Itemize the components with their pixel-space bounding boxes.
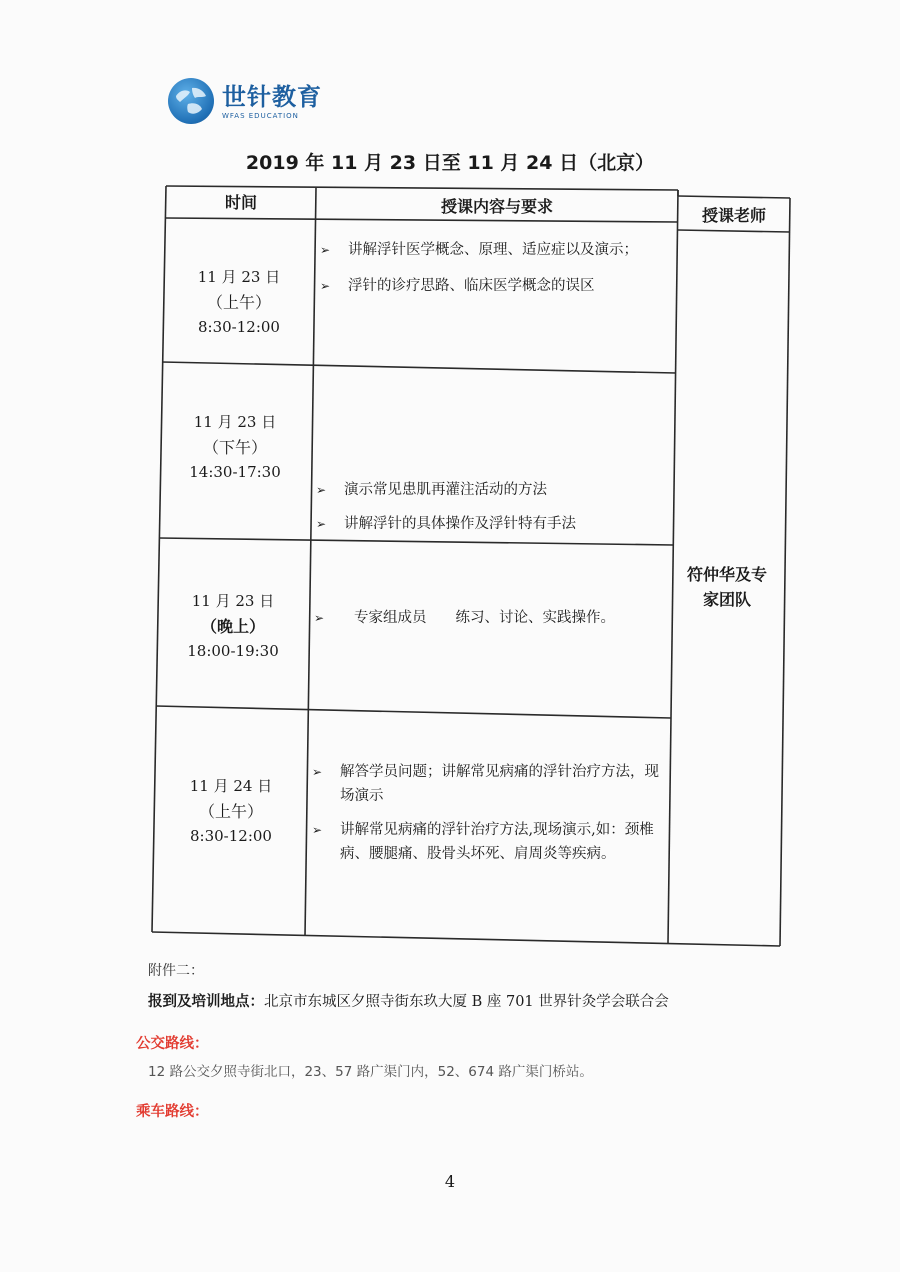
arrow-bullet-icon: ➢ [320, 279, 331, 293]
venue-address: 北京市东城区夕照寺街东玖大厦 B 座 701 世界针灸学会联合会 [264, 994, 669, 1010]
row-2-content [316, 478, 672, 536]
arrow-bullet-icon: ➢ [312, 823, 323, 837]
list-item: ➢ 解答学员问题；讲解常见病痛的浮针治疗方法，现场演示 [312, 760, 668, 808]
venue-label: 报到及培训地点： [148, 994, 264, 1010]
row-4-date: 11 月 24 日 [189, 777, 273, 795]
row-1-hours: 8:30-12:00 [198, 318, 280, 336]
row-3-period: （晚上） [200, 617, 265, 636]
header-teacher: 授课老师 [701, 206, 766, 225]
header-time: 时间 [224, 193, 257, 212]
header-content: 授课内容与要求 [440, 197, 553, 216]
row-2-date: 11 月 23 日 [193, 413, 277, 431]
row-4-hours: 8:30-12:00 [190, 827, 272, 845]
arrow-bullet-icon: ➢ [316, 517, 327, 531]
list-item: ➢ 讲解浮针的具体操作及浮针特有手法 [316, 512, 672, 536]
list-item: ➢ 专家组成员 练习、讨论、实践操作。 [314, 606, 670, 630]
logo-name: 世针教育 [222, 82, 322, 111]
row-1-period: （上午） [206, 293, 271, 312]
row-3-hours: 18:00-19:30 [187, 642, 279, 660]
teacher-cell [672, 562, 782, 612]
bus-route-text: 12 路公交夕照寺街北口，23、57 路广渠门内，52、674 路广渠门桥站。 [148, 1064, 593, 1080]
row-3-content [314, 606, 670, 630]
teacher-line-1: 符仲华及专 [686, 565, 767, 584]
row-4-content [312, 760, 668, 866]
row-1-time [164, 265, 314, 340]
list-item: ➢ 讲解浮针医学概念、原理、适应症以及演示； [320, 238, 676, 262]
venue-line [148, 990, 669, 1011]
row-2-hours: 14:30-17:30 [189, 463, 281, 481]
row-2-period: （下午） [202, 438, 267, 457]
row-3-time [158, 589, 308, 664]
arrow-bullet-icon: ➢ [320, 243, 331, 257]
list-item: ➢ 讲解常见病痛的浮针治疗方法,现场演示,如：颈椎病、腰腿痛、股骨头坏死、肩周炎等疾病。 [312, 818, 668, 866]
arrow-bullet-icon: ➢ [312, 765, 323, 779]
list-item: ➢ 浮针的诊疗思路、临床医学概念的误区 [320, 274, 676, 298]
list-item: ➢ 演示常见患肌再灌注活动的方法 [316, 478, 672, 502]
row-4-time [156, 774, 306, 849]
row-1-date: 11 月 23 日 [197, 268, 281, 286]
ride-route-heading: 乘车路线： [136, 1104, 209, 1120]
logo-subtitle: WFAS EDUCATION [222, 111, 299, 120]
row-3-date: 11 月 23 日 [191, 592, 275, 610]
row-1-content [320, 238, 676, 298]
teacher-line-2: 家团队 [702, 590, 751, 609]
row-2-time [160, 410, 310, 485]
row-4-period: （上午） [198, 802, 263, 821]
page-title: 2019 年 11 月 23 日至 11 月 24 日（北京） [245, 152, 655, 174]
page-number: 4 [444, 1172, 456, 1191]
bus-route-heading: 公交路线： [136, 1036, 209, 1052]
arrow-bullet-icon: ➢ [316, 483, 327, 497]
annex-label: 附件二： [148, 963, 204, 979]
arrow-bullet-icon: ➢ [314, 611, 325, 625]
